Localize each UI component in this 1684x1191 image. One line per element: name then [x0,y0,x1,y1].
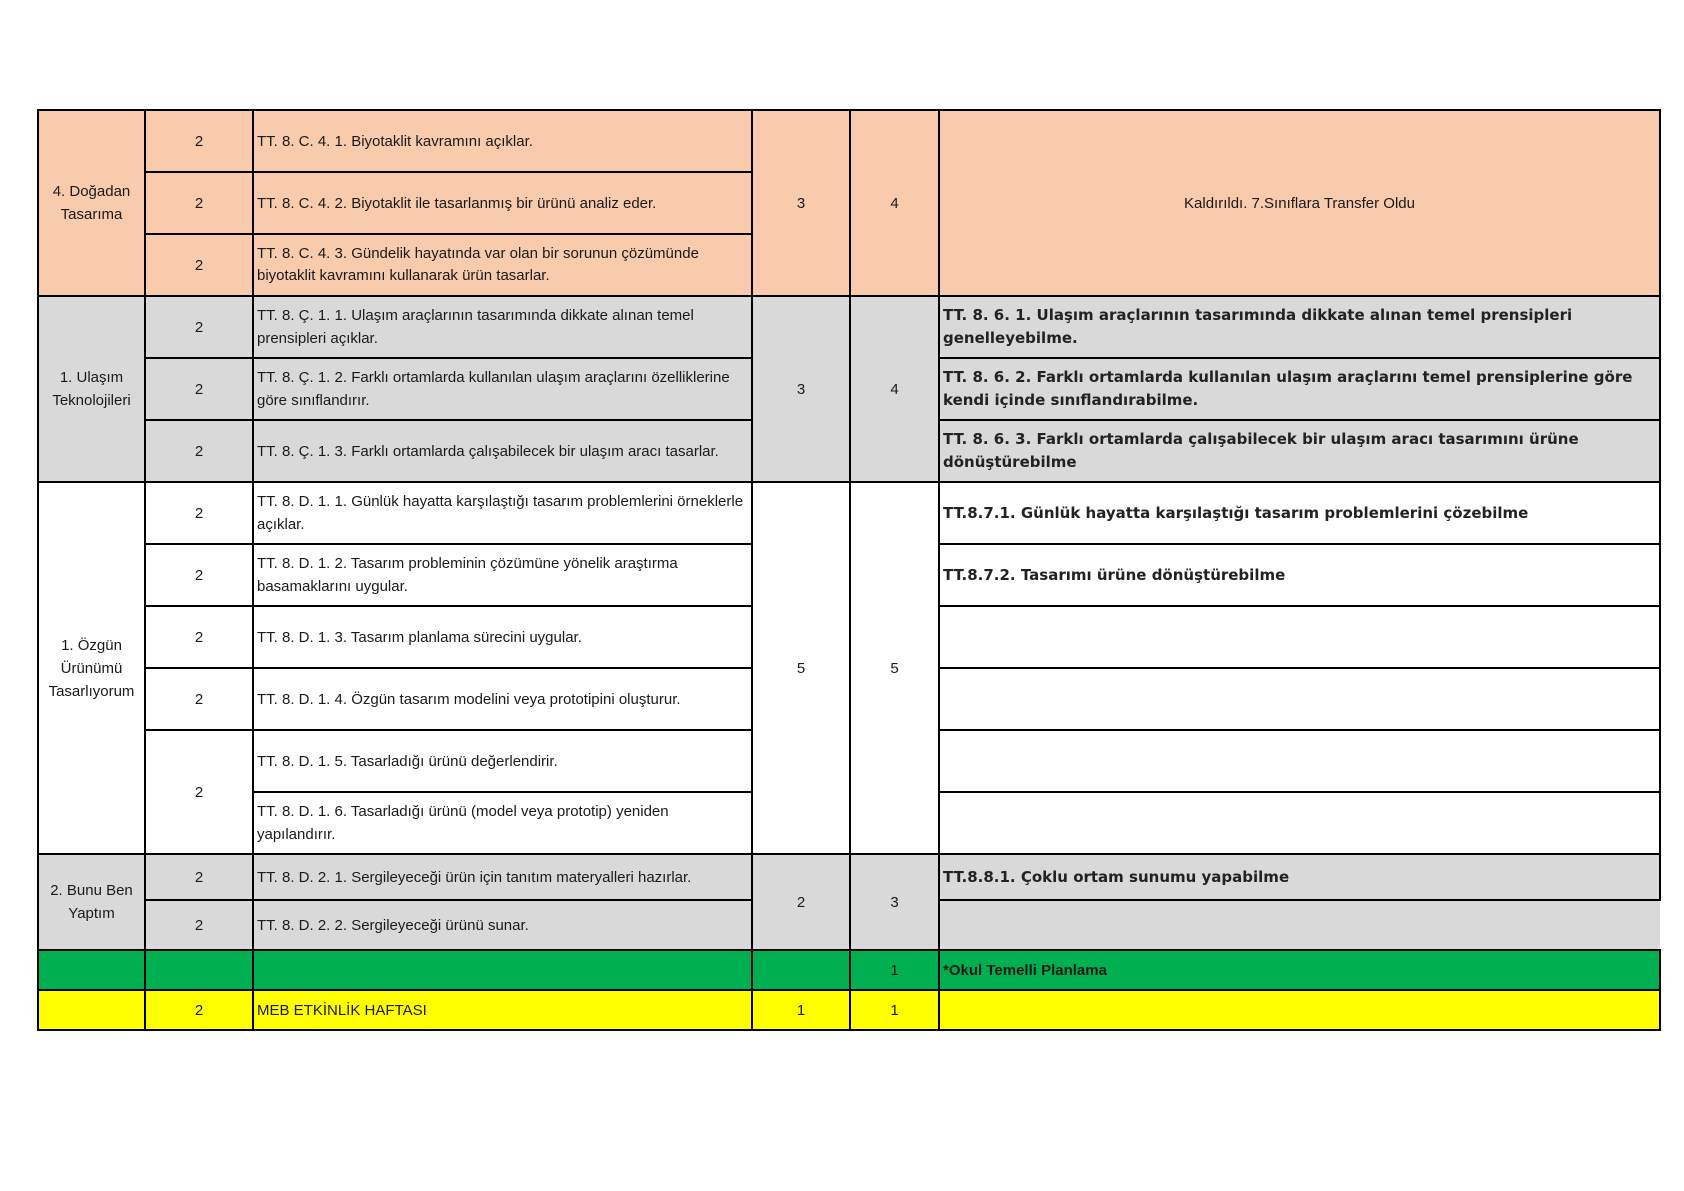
empty-cell [939,990,1660,1030]
unit-note: Kaldırıldı. 7.Sınıflara Transfer Oldu [939,110,1660,296]
school-planning-note: *Okul Temelli Planlama [939,950,1660,990]
table-row [38,854,1660,900]
hours-cell: 2 [145,110,253,172]
objective-cell: TT. 8. D. 1. 3. Tasarım planlama sürecini uygular. [253,606,752,668]
empty-cell [145,950,253,990]
objective-cell: TT. 8. D. 1. 2. Tasarım probleminin çözümüne yönelik araştırma basamaklarını uygular. [253,544,752,606]
objective-cell: TT. 8. D. 1. 1. Günlük hayatta karşılaştığı tasarım problemlerini örneklerle açıklar. [253,482,752,544]
objective-cell: TT. 8. D. 2. 2. Sergileyeceği ürünü sunar. [253,900,752,950]
hours-cell: 2 [145,234,253,296]
table-row [38,110,1660,172]
new-objective-cell [939,900,1660,950]
hours-cell: 2 [145,172,253,234]
unit-hours-total: 2 [752,854,850,950]
new-objective-cell: TT. 8. 6. 1. Ulaşım araçlarının tasarımında dikkate alınan temel prensipleri genelleyebilme. [939,296,1660,358]
unit-hours-total: 5 [752,482,850,854]
new-objective-cell: TT.8.7.2. Tasarımı ürüne dönüştürebilme [939,544,1660,606]
unit-name: 4. Doğadan Tasarıma [38,110,145,296]
unit-name: 2. Bunu Ben Yaptım [38,854,145,950]
unit-hours-total: 1 [752,990,850,1030]
empty-cell [38,950,145,990]
weeks-cell: 1 [850,990,939,1030]
weeks-cell: 1 [850,950,939,990]
objective-cell: TT. 8. D. 1. 5. Tasarladığı ürünü değerlendirir. [253,730,752,792]
new-objective-cell: TT.8.8.1. Çoklu ortam sunumu yapabilme [939,854,1660,900]
unit-weeks: 4 [850,110,939,296]
empty-cell [253,950,752,990]
hours-cell: 2 [145,420,253,482]
unit-weeks: 5 [850,482,939,854]
table-row [38,482,1660,544]
new-objective-cell: TT.8.7.1. Günlük hayatta karşılaştığı tasarım problemlerini çözebilme [939,482,1660,544]
objective-cell: TT. 8. Ç. 1. 1. Ulaşım araçlarının tasarımında dikkate alınan temel prensipleri açıklar. [253,296,752,358]
new-objective-cell [939,730,1660,792]
unit-hours-total: 3 [752,296,850,482]
hours-cell: 2 [145,668,253,730]
objective-cell: TT. 8. Ç. 1. 2. Farklı ortamlarda kullanılan ulaşım araçlarını özelliklerine göre sınıflandırır. [253,358,752,420]
objective-cell: MEB ETKİNLİK HAFTASI [253,990,752,1030]
new-objective-cell [939,606,1660,668]
hours-cell: 2 [145,854,253,900]
hours-cell: 2 [145,296,253,358]
hours-cell: 2 [145,900,253,950]
unit-name: 1. Özgün Ürünümü Tasarlıyorum [38,482,145,854]
hours-cell: 2 [145,482,253,544]
unit-hours-total: 3 [752,110,850,296]
hours-cell: 2 [145,358,253,420]
objective-cell: TT. 8. C. 4. 3. Gündelik hayatında var olan bir sorunun çözümünde biyotaklit kavramını kullanarak ürün tasarlar. [253,234,752,296]
objective-cell: TT. 8. D. 1. 6. Tasarladığı ürünü (model veya prototip) yeniden yapılandırır. [253,792,752,854]
table-row [38,296,1660,358]
empty-cell [38,990,145,1030]
new-objective-cell [939,792,1660,854]
unit-name: 1. Ulaşım Teknolojileri [38,296,145,482]
unit-weeks: 4 [850,296,939,482]
table-row-school-planning [38,950,1660,990]
objective-cell: TT. 8. Ç. 1. 3. Farklı ortamlarda çalışabilecek bir ulaşım aracı tasarlar. [253,420,752,482]
hours-cell: 2 [145,990,253,1030]
new-objective-cell: TT. 8. 6. 2. Farklı ortamlarda kullanılan ulaşım araçlarını temel prensiplerine göre kendi içinde sınıflandırabilme. [939,358,1660,420]
curriculum-plan-table [37,109,1661,1031]
table-row-activity-week [38,990,1660,1030]
hours-cell: 2 [145,544,253,606]
new-objective-cell: TT. 8. 6. 3. Farklı ortamlarda çalışabilecek bir ulaşım aracı tasarımını ürüne dönüştürebilme [939,420,1660,482]
empty-cell [752,950,850,990]
hours-cell: 2 [145,606,253,668]
objective-cell: TT. 8. D. 2. 1. Sergileyeceği ürün için tanıtım materyalleri hazırlar. [253,854,752,900]
objective-cell: TT. 8. C. 4. 1. Biyotaklit kavramını açıklar. [253,110,752,172]
objective-cell: TT. 8. D. 1. 4. Özgün tasarım modelini veya prototipini oluşturur. [253,668,752,730]
hours-cell: 2 [145,730,253,854]
new-objective-cell [939,668,1660,730]
unit-weeks: 3 [850,854,939,950]
objective-cell: TT. 8. C. 4. 2. Biyotaklit ile tasarlanmış bir ürünü analiz eder. [253,172,752,234]
